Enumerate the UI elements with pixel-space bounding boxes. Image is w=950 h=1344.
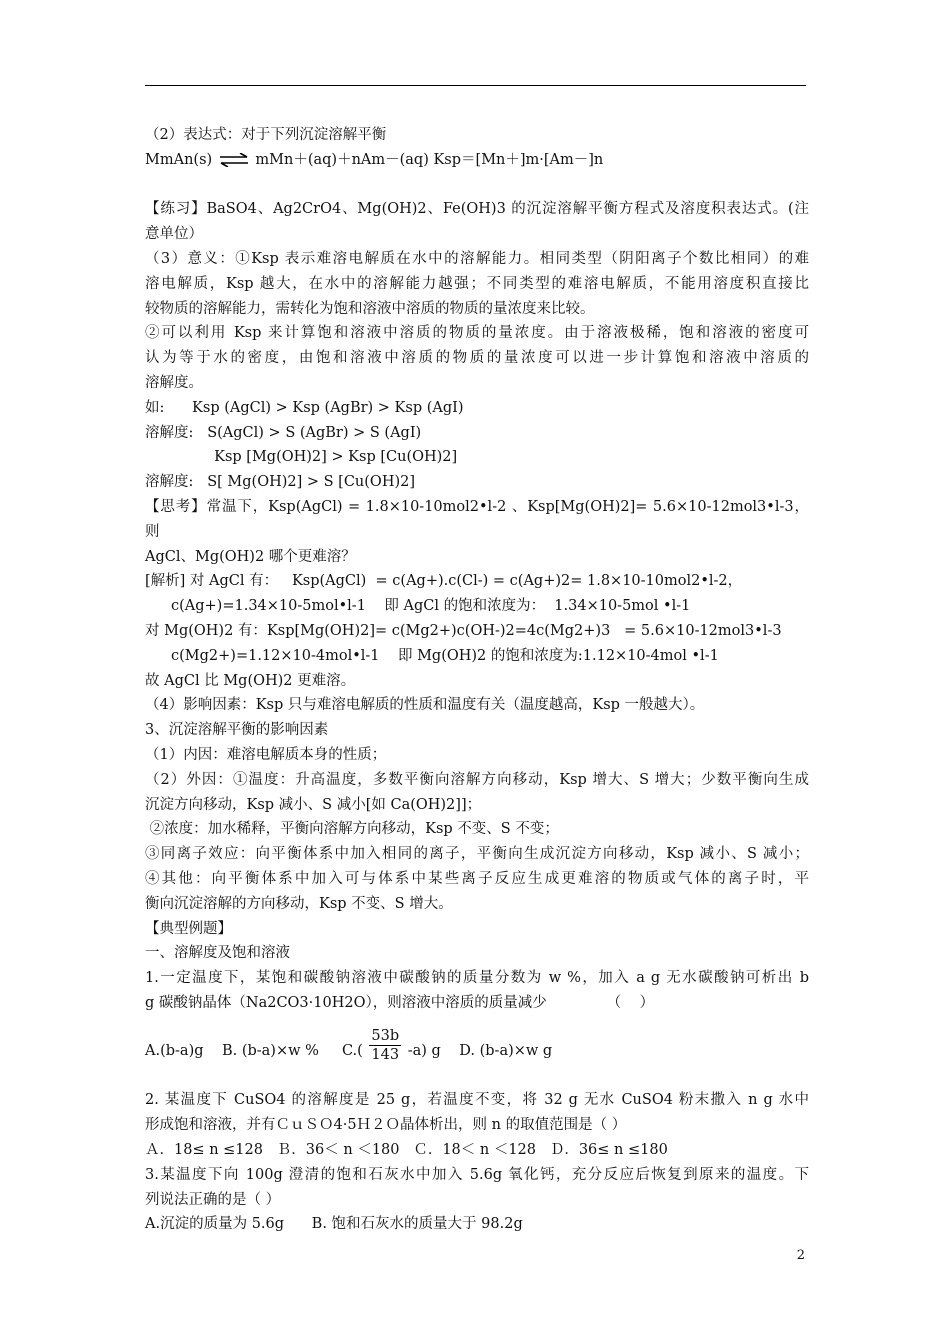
text-line: ④其他：向平衡体系中加入可与体系中某些离子反应生成更难溶的物质或气体的离子时，平 xyxy=(145,870,809,887)
text-line: c(Ag+)=1.34×10-5mol•l-1 即 AgCl 的饱和浓度为： 1.34×10-5mol •l-1 xyxy=(171,598,691,615)
text-line: c(Mg2+)=1.12×10-4mol•l-1 即 Mg(OH)2 的饱和浓度为:1.12×10-4mol •l-1 xyxy=(171,647,719,664)
text-line: [解析] 对 AgCl 有： Ksp(AgCl) = c(Ag+).c(Cl-) = c(Ag+)2= 1.8×10-10mol2•l-2， xyxy=(145,573,743,590)
text-line: （4）影响因素：Ksp 只与难溶电解质的性质和温度有关（温度越高，Ksp 一般越大）。 xyxy=(145,697,705,714)
question-3-cont: 列说法正确的是（ ） xyxy=(145,1191,281,1208)
text-line: 衡向沉淀溶解的方向移动，Ksp 不变、S 增大。 xyxy=(145,895,453,912)
text-line: 如: Ksp (AgCl) > Ksp (AgBr) > Ksp (AgI) xyxy=(145,399,464,416)
equation-right: mMn＋(aq)＋nAm－(aq) Ksp＝[Mn＋]m·[Am－]n xyxy=(255,151,604,168)
spacer xyxy=(145,1064,809,1089)
text-line: （1）内因：难溶电解质本身的性质； xyxy=(145,746,387,763)
text-line: Ksp [Mg(OH)2] > Ksp [Cu(OH)2] xyxy=(145,449,458,466)
options-after: -a) g D. (b-a)×w g xyxy=(403,1042,553,1059)
header-rule xyxy=(145,85,806,86)
text-line: （3）意义：①Ksp 表示难溶电解质在水中的溶解能力。相同类型（阴阳离子个数比相同）的难 xyxy=(145,250,809,267)
fraction-numerator: 53b xyxy=(371,1027,400,1044)
fraction xyxy=(369,1027,401,1064)
text-line: 意单位） xyxy=(145,226,203,243)
text-line: 溶电解质，Ksp 越大，在水中的溶解能力越强；不同类型的难溶电解质，不能用溶度积直接比 xyxy=(145,275,809,292)
document-body xyxy=(145,123,809,1237)
equation-left: MmAn(s) xyxy=(145,151,217,168)
text-line: 故 AgCl 比 Mg(OH)2 更难溶。 xyxy=(145,672,356,689)
text-line: 较物质的溶解能力，需转化为饱和溶液中溶质的物质的量浓度来比较。 xyxy=(145,300,595,317)
section-heading: 一、溶解度及饱和溶液 xyxy=(145,945,290,962)
reversible-arrow-icon xyxy=(219,153,249,167)
question-1-cont: g 碳酸钠晶体（Na2CO3·10H2O），则溶液中溶质的质量减少 （ ） xyxy=(145,994,655,1011)
section-heading: 3、沉淀溶解平衡的影响因素 xyxy=(145,722,329,739)
fraction-denominator: 143 xyxy=(371,1046,400,1063)
text-line: ③同离子效应：向平衡体系中加入相同的离子，平衡向生成沉淀方向移动，Ksp 减小、S 减小； xyxy=(145,846,809,863)
text-line: 溶解度。 xyxy=(145,374,203,391)
spacer xyxy=(145,173,809,198)
question-1-options xyxy=(145,1016,809,1064)
question-1: 1.一定温度下，某饱和碳酸钠溶液中碳酸钠的质量分数为 w %，加入 a g 无水碳酸钠可析出 b xyxy=(145,970,809,987)
text-line: ②浓度：加水稀释，平衡向溶解方向移动，Ksp 不变、S 不变； xyxy=(145,821,559,838)
text-line: 沉淀方向移动，Ksp 减小、S 减小[如 Ca(OH)2]]； xyxy=(145,796,482,813)
equilibrium-equation xyxy=(145,148,809,173)
text-line: 认为等于水的密度，由饱和溶液中溶质的物质的量浓度可以进一步计算饱和溶液中溶质的 xyxy=(145,350,809,367)
options-before: A.(b-a)g B. (b-a)×w % C.( xyxy=(145,1042,368,1059)
question-2: 2. 某温度下 CuSO4 的溶解度是 25 g，若温度不变，将 32 g 无水 CuSO4 粉末撒入 n g 水中 xyxy=(145,1092,809,1109)
question-2-options: Ａ．18≤ n ≤128 Ｂ．36＜ n ＜180 Ｃ．18＜ n ＜128 Ｄ．36≤ n ≤180 xyxy=(145,1142,668,1159)
question-2-cont: 形成饱和溶液，并有ＣｕＳＯ4·5Ｈ２Ｏ晶体析出，则 n 的取值范围是（ ） xyxy=(145,1117,627,1134)
text-line: （2）表达式：对于下列沉淀溶解平衡 xyxy=(145,127,387,143)
question-3-options: A.沉淀的质量为 5.6g B. 饱和石灰水的质量大于 98.2g xyxy=(145,1216,523,1233)
text-line: 溶解度: S[ Mg(OH)2] > S [Cu(OH)2] xyxy=(145,474,415,491)
text-line: 【思考】常温下，Ksp(AgCl) = 1.8×10-10mol2•l-2 、Ksp[Mg(OH)2]= 5.6×10-12mol3•l-3，则 xyxy=(145,498,809,540)
text-line: （2）外因：①温度：升高温度，多数平衡向溶解方向移动，Ksp 增大、S 增大；少数平衡向生成 xyxy=(145,771,809,788)
text-line: ②可以利用 Ksp 来计算饱和溶液中溶质的物质的量浓度。由于溶液极稀，饱和溶液的密度可 xyxy=(145,325,809,342)
text-line: 溶解度: S(AgCl) > S (AgBr) > S (AgI) xyxy=(145,424,422,441)
question-3: 3.某温度下向 100g 澄清的饱和石灰水中加入 5.6g 氧化钙，充分反应后恢复到原来的温度。下 xyxy=(145,1166,809,1183)
text-line: 对 Mg(OH)2 有：Ksp[Mg(OH)2]= c(Mg2+)c(OH-)2=4c(Mg2+)3 = 5.6×10-12mol3•l-3 xyxy=(145,622,782,639)
page-number: 2 xyxy=(796,1248,805,1263)
section-heading: 【典型例题】 xyxy=(145,920,232,937)
text-line: 【练习】BaSO4、Ag2CrO4、Mg(OH)2、Fe(OH)3 的沉淀溶解平衡方程式及溶度积表达式。(注 xyxy=(145,201,809,218)
text-line: AgCl、Mg(OH)2 哪个更难溶？ xyxy=(145,548,356,565)
